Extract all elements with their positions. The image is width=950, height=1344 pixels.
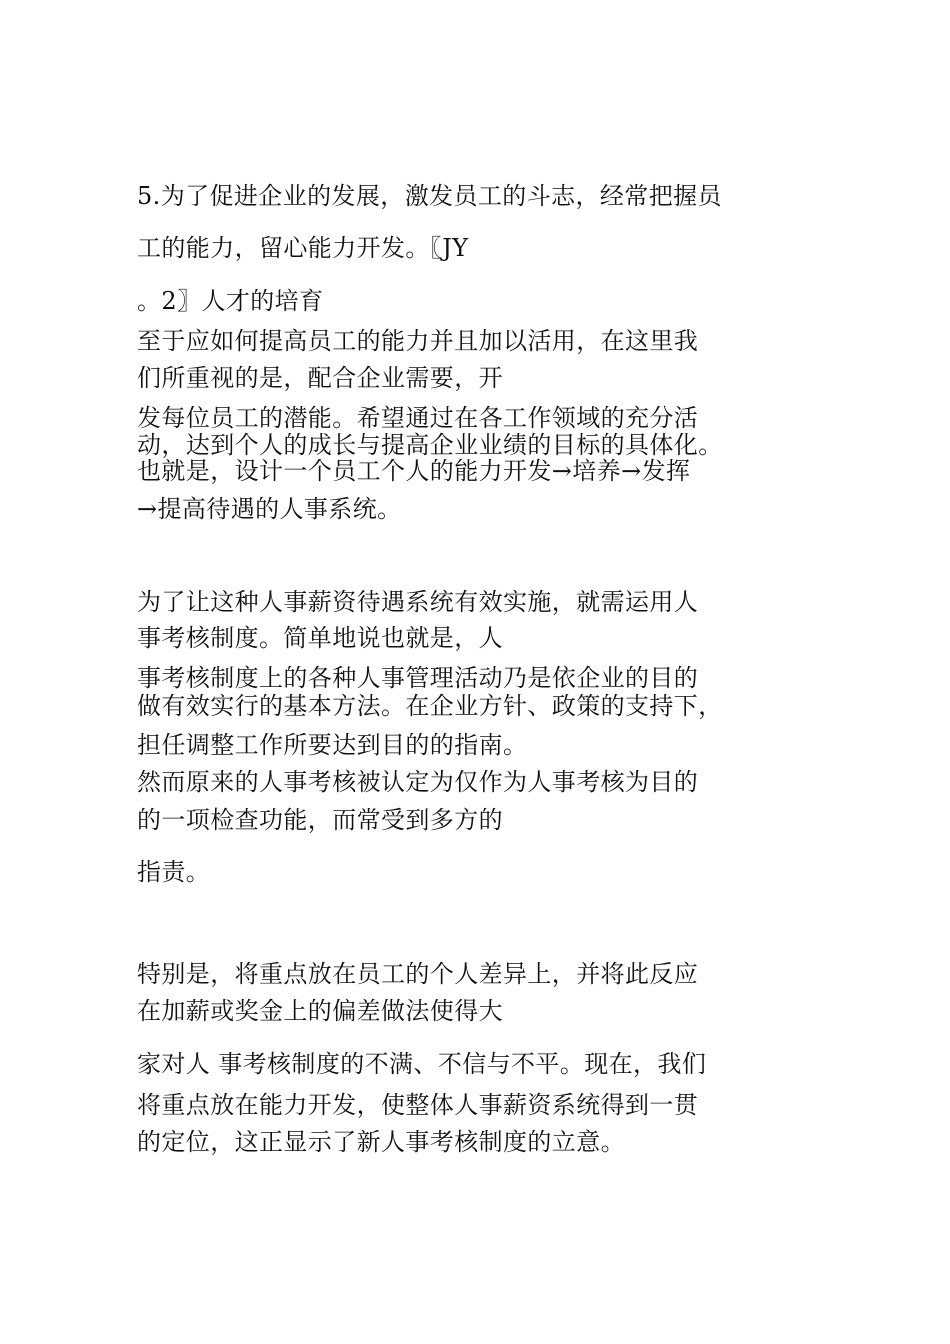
text-line: 5.为了促进企业的发展，激发员工的斗志，经常把握员 [137,182,722,210]
text-line: 的一项检查功能，而常受到多方的 [137,806,503,834]
text-line: 也就是，设计一个员工个人的能力开发→培养→发挥 [137,457,691,485]
section-heading: 。2〗人才的培育 [137,287,324,315]
text-line: 指责。 [137,858,211,886]
text-line: 做有效实行的基本方法。在企业方针、政策的支持下， [137,692,723,720]
text-line: 在加薪或奖金上的偏差做法使得大 [137,997,503,1025]
text-line: 的定位，这正显示了新人事考核制度的立意。 [137,1128,625,1156]
text-line: 动，达到个人的成长与提高企业业绩的目标的具体化。 [137,431,723,459]
text-line: 发每位员工的潜能。希望通过在各工作领域的充分活 [137,404,699,432]
text-line: 工的能力，留心能力开发。〖JY [137,234,469,262]
text-line: 们所重视的是，配合企业需要，开 [137,364,503,392]
text-line: 为了让这种人事薪资待遇系统有效实施，就需运用人 [137,588,699,616]
text-line: 至于应如何提高员工的能力并且加以活用，在这里我 [137,327,699,355]
text-line: →提高待遇的人事系统。 [137,495,402,523]
text-line: 然而原来的人事考核被认定为仅作为人事考核为目的 [137,768,699,796]
text-line: 担任调整工作所要达到目的的指南。 [137,731,528,759]
text-line: 特别是，将重点放在员工的个人差异上，并将此反应 [137,960,699,988]
text-line: 将重点放在能力开发，使整体人事薪资系统得到一贯 [137,1091,699,1119]
text-line: 家对人 事考核制度的不满、不信与不平。现在，我们 [137,1050,707,1078]
text-line: 事考核制度。简单地说也就是，人 [137,624,503,652]
text-line: 事考核制度上的各种人事管理活动乃是依企业的目的 [137,664,699,692]
